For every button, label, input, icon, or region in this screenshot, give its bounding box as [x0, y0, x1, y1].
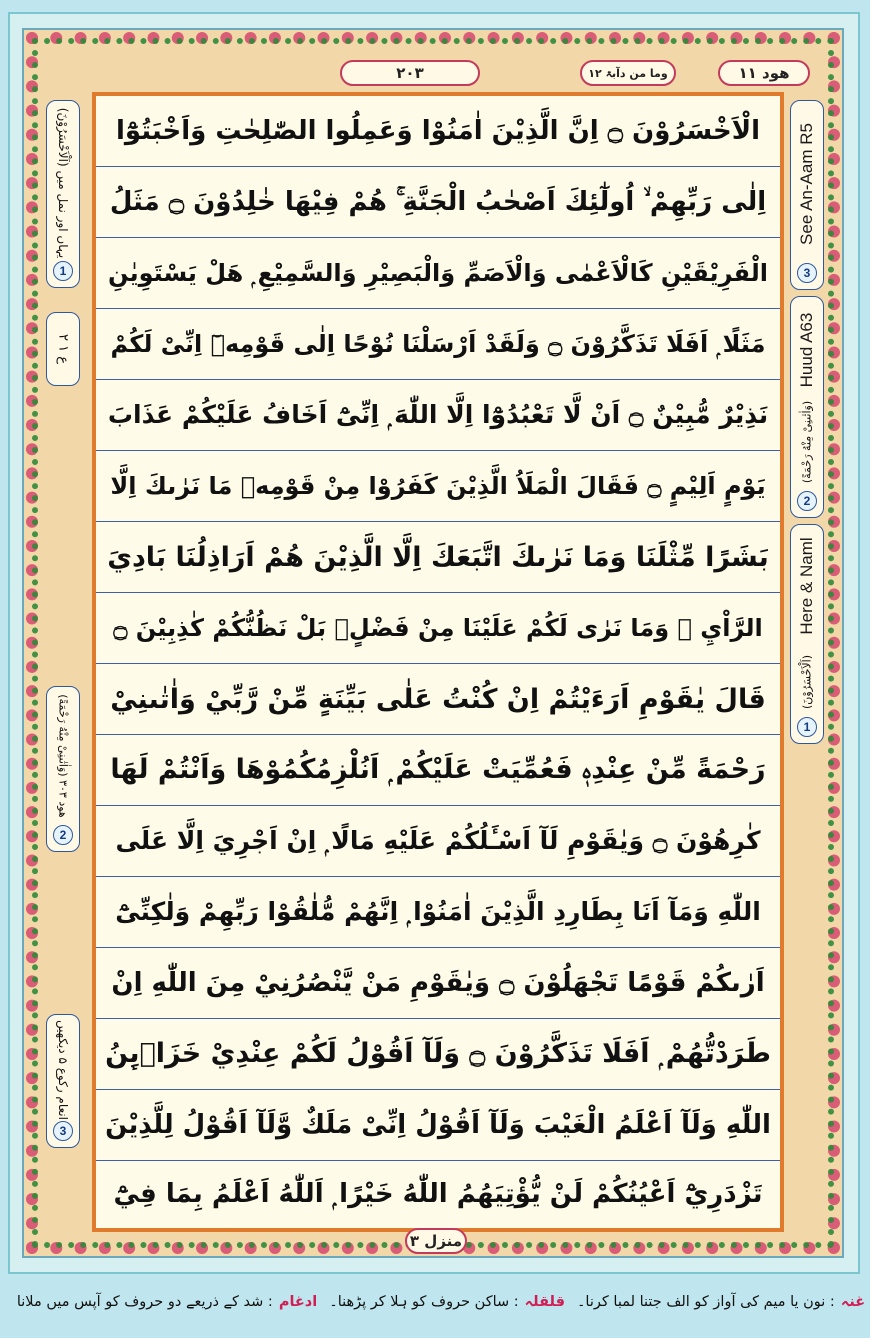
verse-line: الْاَخْسَرُوْنَ ۝ اِنَّ الَّذِيْنَ اٰمَنُوْا وَعَمِلُوا الصّٰلِحٰتِ وَاَخْبَتُوْٓا — [96, 96, 780, 167]
verse-line: اَرٰىكُمْ قَوْمًا تَجْهَلُوْنَ ۝ وَيٰقَوْمِ مَنْ يَّنْصُرُنِيْ مِنَ اللّٰهِ اِنْ — [96, 948, 780, 1019]
manzil-badge: منزل ۳ — [405, 1228, 467, 1254]
legend-desc-idgham: : شد کے ذریعے دو حروف کو آپس میں ملانا — [16, 1294, 273, 1310]
legend-term-ghunna: غنہ — [840, 1294, 866, 1310]
verse-line: كٰرِهُوْنَ ۝ وَيٰقَوْمِ لَآ اَسْـَٔلُكُمْ عَلَيْهِ مَالًا ۭ اِنْ اَجْرِيَ اِلَّا عَلَى — [96, 806, 780, 877]
verse-line: بَشَرًا مِّثْلَنَا وَمَا نَرٰىكَ اتَّبَعَكَ اِلَّا الَّذِيْنَ هُمْ اَرَاذِلُنَا بَادِيَ — [96, 522, 780, 593]
left-margin-note-1 — [46, 100, 80, 288]
legend-term-qalqala: قلقلہ — [524, 1294, 565, 1310]
surah-badge: ھود ۱۱ — [718, 60, 810, 86]
left-note-3-number: 3 — [53, 1121, 73, 1141]
verse-line: الْفَرِيْقَيْنِ كَالْاَعْمٰى وَالْاَصَمِّ وَالْبَصِيْرِ وَالسَّمِيْعِ ۭ هَلْ يَسْتَوِيٰنِ — [96, 238, 780, 309]
legend-desc-qalqala: : ساکن حروف کو ہلا کر پڑھنا۔ — [329, 1294, 519, 1310]
verse-line: نَذِيْرٌ مُّبِيْنٌ ۝ اَنْ لَّا تَعْبُدُوْٓا اِلَّا اللّٰهَ ۭ اِنِّىْٓ اَخَافُ عَلَيْكُمْ عَذَابَ — [96, 380, 780, 451]
verse-line: يَوْمٍ اَلِيْمٍ ۝ فَقَالَ الْمَلَاُ الَّذِيْنَ كَفَرُوْا مِنْ قَوْمِهٖ مَا نَرٰىكَ اِلَّا — [96, 451, 780, 522]
left-note-3-text: انعام رکوع ۵ دیکھیں — [56, 1020, 70, 1121]
legend-desc-ghunna: : نون یا میم کی آواز کو الف جتنا لمبا کرنا۔ — [576, 1294, 835, 1310]
left-note-2-text: (وَاٰتٰىنِیْ مِنْهُ رَحْمَةً) ھود ۳۰۳ — [56, 694, 70, 818]
right-note-3-number: 1 — [797, 717, 817, 737]
left-note-2-number: 2 — [53, 825, 73, 845]
right-note-2-text: Huud A63 — [797, 312, 816, 388]
verse-line: طَرَدْتُّهُمْ ۭ اَفَلَا تَذَكَّرُوْنَ ۝ وَلَآ اَقُوْلُ لَكُمْ عِنْدِيْ خَزَاۗىِٕنُ — [96, 1019, 780, 1090]
right-note-2-arabic: (وَاٰتٰىنِیْ مِنْهُ رَحْمَةً) — [800, 401, 814, 484]
verse-line: الرَّاْيِ ۚ وَمَا نَرٰى لَكُمْ عَلَيْنَا مِنْ فَضْلٍۢ بَلْ نَظُنُّكُمْ كٰذِبِيْنَ ۝ — [96, 593, 780, 664]
right-note-1-text: See An-Aam R5 — [797, 122, 816, 245]
tajweed-legend — [8, 1282, 866, 1322]
right-note-2-number: 2 — [797, 491, 817, 511]
page-number-badge: ۲۰۳ — [340, 60, 480, 86]
right-note-3-text: Here & Naml — [797, 537, 816, 635]
verse-line: تَزْدَرِيْٓ اَعْيُنُكُمْ لَنْ يُّؤْتِيَهُمُ اللّٰهُ خَيْرًا ۭ اَللّٰهُ اَعْلَمُ بِمَا فِيْٓ — [113, 1179, 763, 1209]
left-note-1-text: (اَلْاَخْسَرُوْنَ) یہاں اور نمل میں — [56, 107, 70, 259]
verse-line: اللّٰهِ وَمَآ اَنَا بِطَارِدِ الَّذِيْنَ اٰمَنُوْا ۭ اِنَّهُمْ مُّلٰقُوْا رَبِّهِمْ وَلٰكِنِّىْٓ — [96, 877, 780, 948]
left-margin-ruku — [46, 312, 80, 386]
verse-line: رَحْمَةً مِّنْ عِنْدِهٖ فَعُمِّيَتْ عَلَيْكُمْ ۭ اَنُلْزِمُكُمُوْهَا وَاَنْتُمْ لَهَا — [96, 735, 780, 806]
right-margin-note-3 — [790, 524, 824, 744]
right-margin-note-2 — [790, 296, 824, 518]
right-note-3-arabic: (اَلْاَخْسَرُوْنَ) — [800, 654, 814, 709]
verse-line: قَالَ يٰقَوْمِ اَرَءَيْتُمْ اِنْ كُنْتُ عَلٰى بَيِّنَةٍ مِّنْ رَّبِّيْ وَاٰتٰىنِيْ — [96, 664, 780, 735]
left-ruku-text: ع ۱ ۲ — [55, 334, 71, 364]
quran-text-panel — [92, 92, 784, 1232]
left-margin-note-3 — [46, 1014, 80, 1148]
legend-term-idgham: ادغام — [278, 1294, 318, 1310]
verse-line: مَثَلًا ۭ اَفَلَا تَذَكَّرُوْنَ ۝ وَلَقَدْ اَرْسَلْنَا نُوْحًا اِلٰى قَوْمِهٖٓ اِنِّىْ لَكُمْ — [96, 309, 780, 380]
left-margin-note-2 — [46, 686, 80, 852]
left-note-1-number: 1 — [53, 261, 73, 281]
right-margin-note-1 — [790, 100, 824, 290]
right-note-1-number: 3 — [797, 263, 817, 283]
verse-line: اللّٰهِ وَلَآ اَعْلَمُ الْغَيْبَ وَلَآ اَقُوْلُ اِنِّىْ مَلَكٌ وَّلَآ اَقُوْلُ لِلَّذِيْنَ — [96, 1090, 780, 1161]
para-badge: وما من دآبۃ ۱۲ — [580, 60, 676, 86]
verse-line: اِلٰى رَبِّهِمْ ۙ اُولٰٓئِكَ اَصْحٰبُ الْجَنَّةِ ۚ هُمْ فِيْهَا خٰلِدُوْنَ ۝ مَثَلُ — [96, 167, 780, 238]
